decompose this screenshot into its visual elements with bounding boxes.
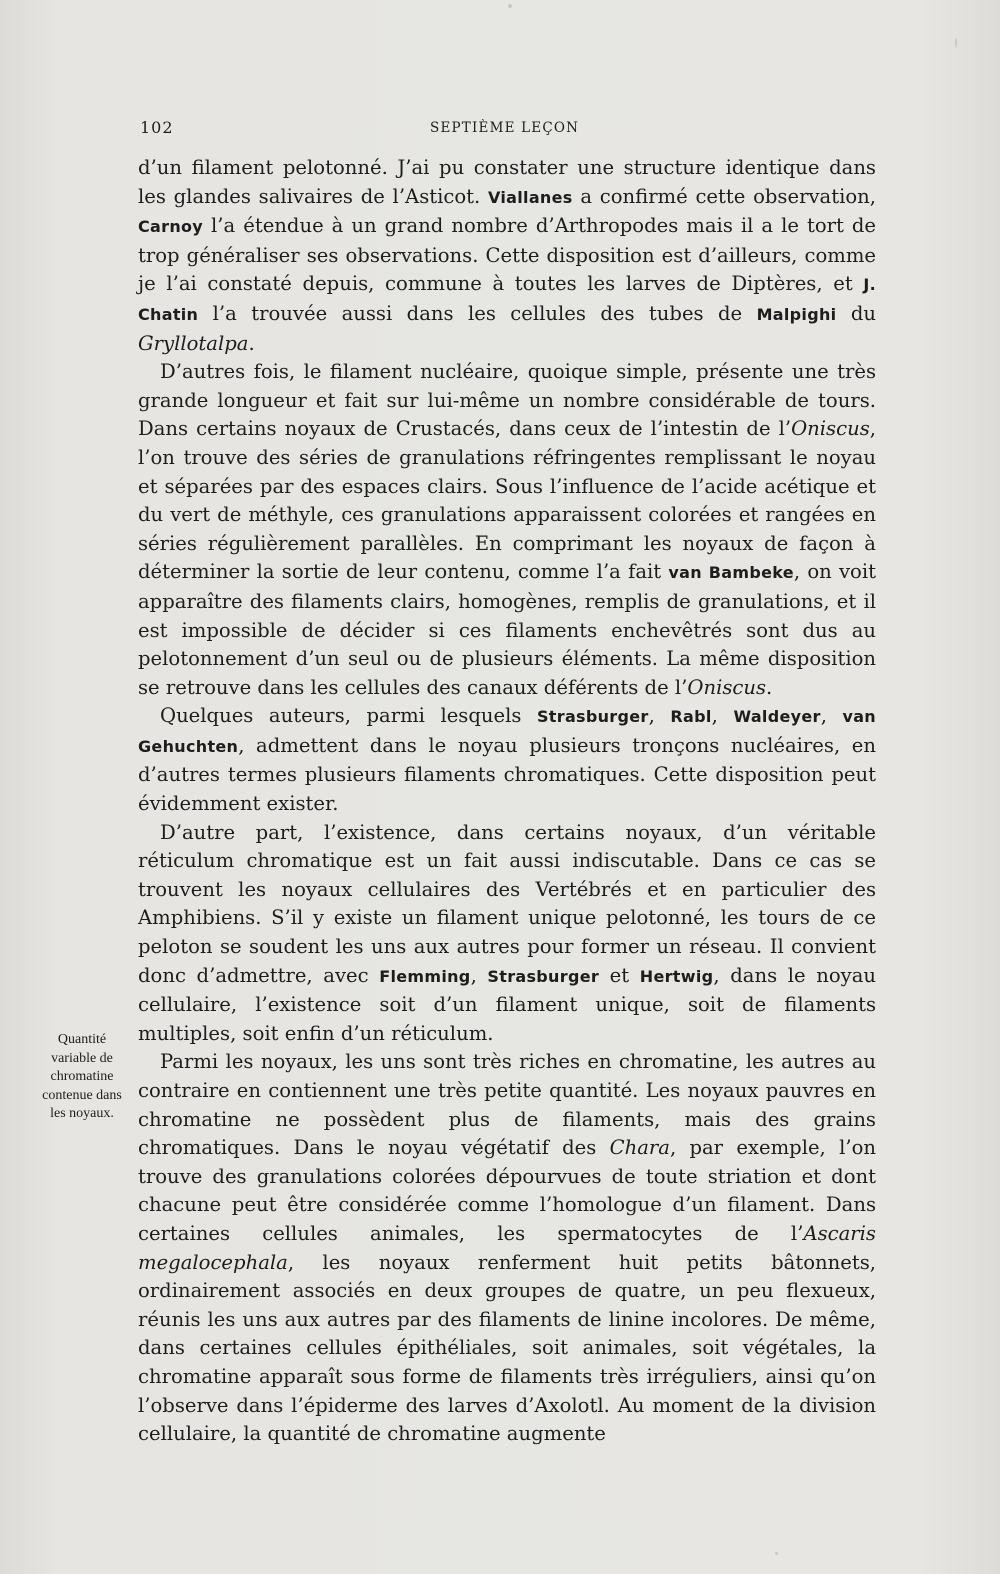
italic-term: Chara <box>609 1136 670 1160</box>
page-number: 102 <box>140 118 174 137</box>
author-name: Hertwig <box>639 966 714 986</box>
author-name: Strasburger <box>487 966 600 986</box>
italic-term: Oniscus <box>791 417 870 441</box>
margin-note-line: chromatine <box>50 1069 114 1085</box>
body-text <box>138 154 876 1449</box>
text-run: , l’on trouve des séries de granulations réfringentes remplissant le noyau et séparées par des espaces clairs. Sous l’influence de l’acide acétique et du vert de méthyle, ces granulations apparaissent colorées et rangées en séries régulièrement parallèles. En comprimant les noyaux de façon à déterminer la sortie de leur contenu, comme l’a fait <box>138 417 876 584</box>
author-name: van Bambeke <box>668 563 794 583</box>
margin-note-line: les noyaux. <box>50 1106 114 1122</box>
text-run: , admettent dans le noyau plusieurs tronçons nucléaires, en d’autres termes plusieurs filaments chromatiques. Cette disposition peut évidemment exister. <box>138 733 876 816</box>
author-name: Rabl <box>670 707 712 727</box>
text-run: , par exemple, l’on trouve des granulations colorées dépourvues de toute striation et dont chacune peut être considérée comme l’homologue d’un filament. Dans certaines cellules animales, les spermatocytes de l’ <box>138 1136 876 1245</box>
paragraph <box>138 1048 876 1448</box>
text-run: du <box>836 301 877 325</box>
text-run: Quelques auteurs, parmi lesquels <box>160 704 537 728</box>
paragraph <box>138 358 876 702</box>
paragraph <box>138 702 876 818</box>
text-run: a confirmé cette observation, <box>572 184 876 208</box>
author-name: Viallanes <box>487 187 573 207</box>
text-run: , on voit apparaître des filaments clairs, homogènes, remplis de granulations, et il est impossible de décider si ces filaments enchevêtrés sont dus au pelotonnement d’un seul ou de plusieurs éléments. La même disposition se retrouve dans les cellules des canaux déférents de l’ <box>138 560 876 699</box>
margin-note-line: Quantité <box>57 1032 107 1047</box>
paper-speck <box>955 38 957 48</box>
text-run: l’a étendue à un grand nombre d’Arthropodes mais il a le tort de trop généraliser ses observations. Cette disposition est d’ailleurs, comme je l’ai constaté depuis, commune à toutes les larves de Diptères, et <box>138 214 876 296</box>
text-run: et <box>599 963 640 987</box>
margin-note-line: contenue dans <box>42 1087 122 1103</box>
paragraph <box>138 819 876 1049</box>
paper-speck <box>508 4 512 8</box>
text-run: , <box>711 704 734 728</box>
text-run: , dans le noyau cellulaire, l’existence soit d’un filament unique, soit de filaments multiples, soit enfin d’un réticulum. <box>138 963 877 1045</box>
running-title: SEPTIÈME LEÇON <box>430 120 580 136</box>
text-run: D’autre part, l’existence, dans certains noyaux, d’un véritable réticulum chromatique est un fait aussi indiscutable. Dans ce cas se trouvent les noyaux cellulaires des Vertébrés et en particulier des Amphibiens. S’il y existe un filament unique pelotonné, les tours de ce peloton se soudent les uns aux autres pour former un réseau. Il convient donc d’admettre, avec <box>138 820 876 987</box>
text-run: , <box>470 963 488 987</box>
author-name: van Gehuchten <box>138 707 876 756</box>
author-name: Flemming <box>379 966 471 986</box>
paper-speck <box>775 1552 778 1555</box>
author-name: J. Chatin <box>138 275 876 324</box>
author-name: Carnoy <box>138 217 204 237</box>
italic-term: Ascaris megalocephala <box>138 1221 876 1274</box>
italic-term: Oniscus <box>687 675 767 699</box>
author-name: Malpighi <box>756 304 837 324</box>
text-run: Parmi les noyaux, les uns sont très riches en chromatine, les autres au contraire en contiennent une très petite quantité. Les noyaux pauvres en chromatine ne possèdent plus de filaments, mais des grains chromatiques. Dans le noyau végétatif des <box>138 1050 876 1160</box>
paragraph <box>138 154 876 358</box>
text-run: . <box>248 331 255 355</box>
text-run: d’un filament pelotonné. J’ai pu constater une structure identique dans les glandes salivaires de l’Asticot. <box>138 156 876 208</box>
text-run: . <box>766 675 773 699</box>
text-run: l’a trouvée aussi dans les cellules des tubes de <box>198 301 757 325</box>
text-run: , <box>820 704 843 728</box>
margin-note-line: variable de <box>51 1050 113 1066</box>
author-name: Strasburger <box>536 707 649 727</box>
text-run: , <box>648 704 671 728</box>
page-header <box>140 118 875 140</box>
text-run: D’autres fois, le filament nucléaire, quoique simple, présente une très grande longueur et fait sur lui-même un nombre considérable de tours. Dans certains noyaux de Crustacés, dans ceux de l’intestin de l’ <box>138 360 876 441</box>
text-run: , les noyaux renferment huit petits bâtonnets, ordinairement associés en deux groupes de quatre, un peu flexueux, réunis les uns aux autres par des filaments de linine incolores. De même, dans certaines cellules épithéliales, soit animales, soit végétales, la chromatine apparaît sous forme de filaments très irréguliers, ainsi qu’on l’observe dans l’épiderme des larves d’Axolotl. Au moment de la division cellulaire, la quantité de chromatine augmente <box>138 1250 876 1446</box>
italic-term: Gryllotalpa <box>138 331 249 355</box>
margin-note <box>26 1031 138 1124</box>
author-name: Waldeyer <box>733 707 821 727</box>
